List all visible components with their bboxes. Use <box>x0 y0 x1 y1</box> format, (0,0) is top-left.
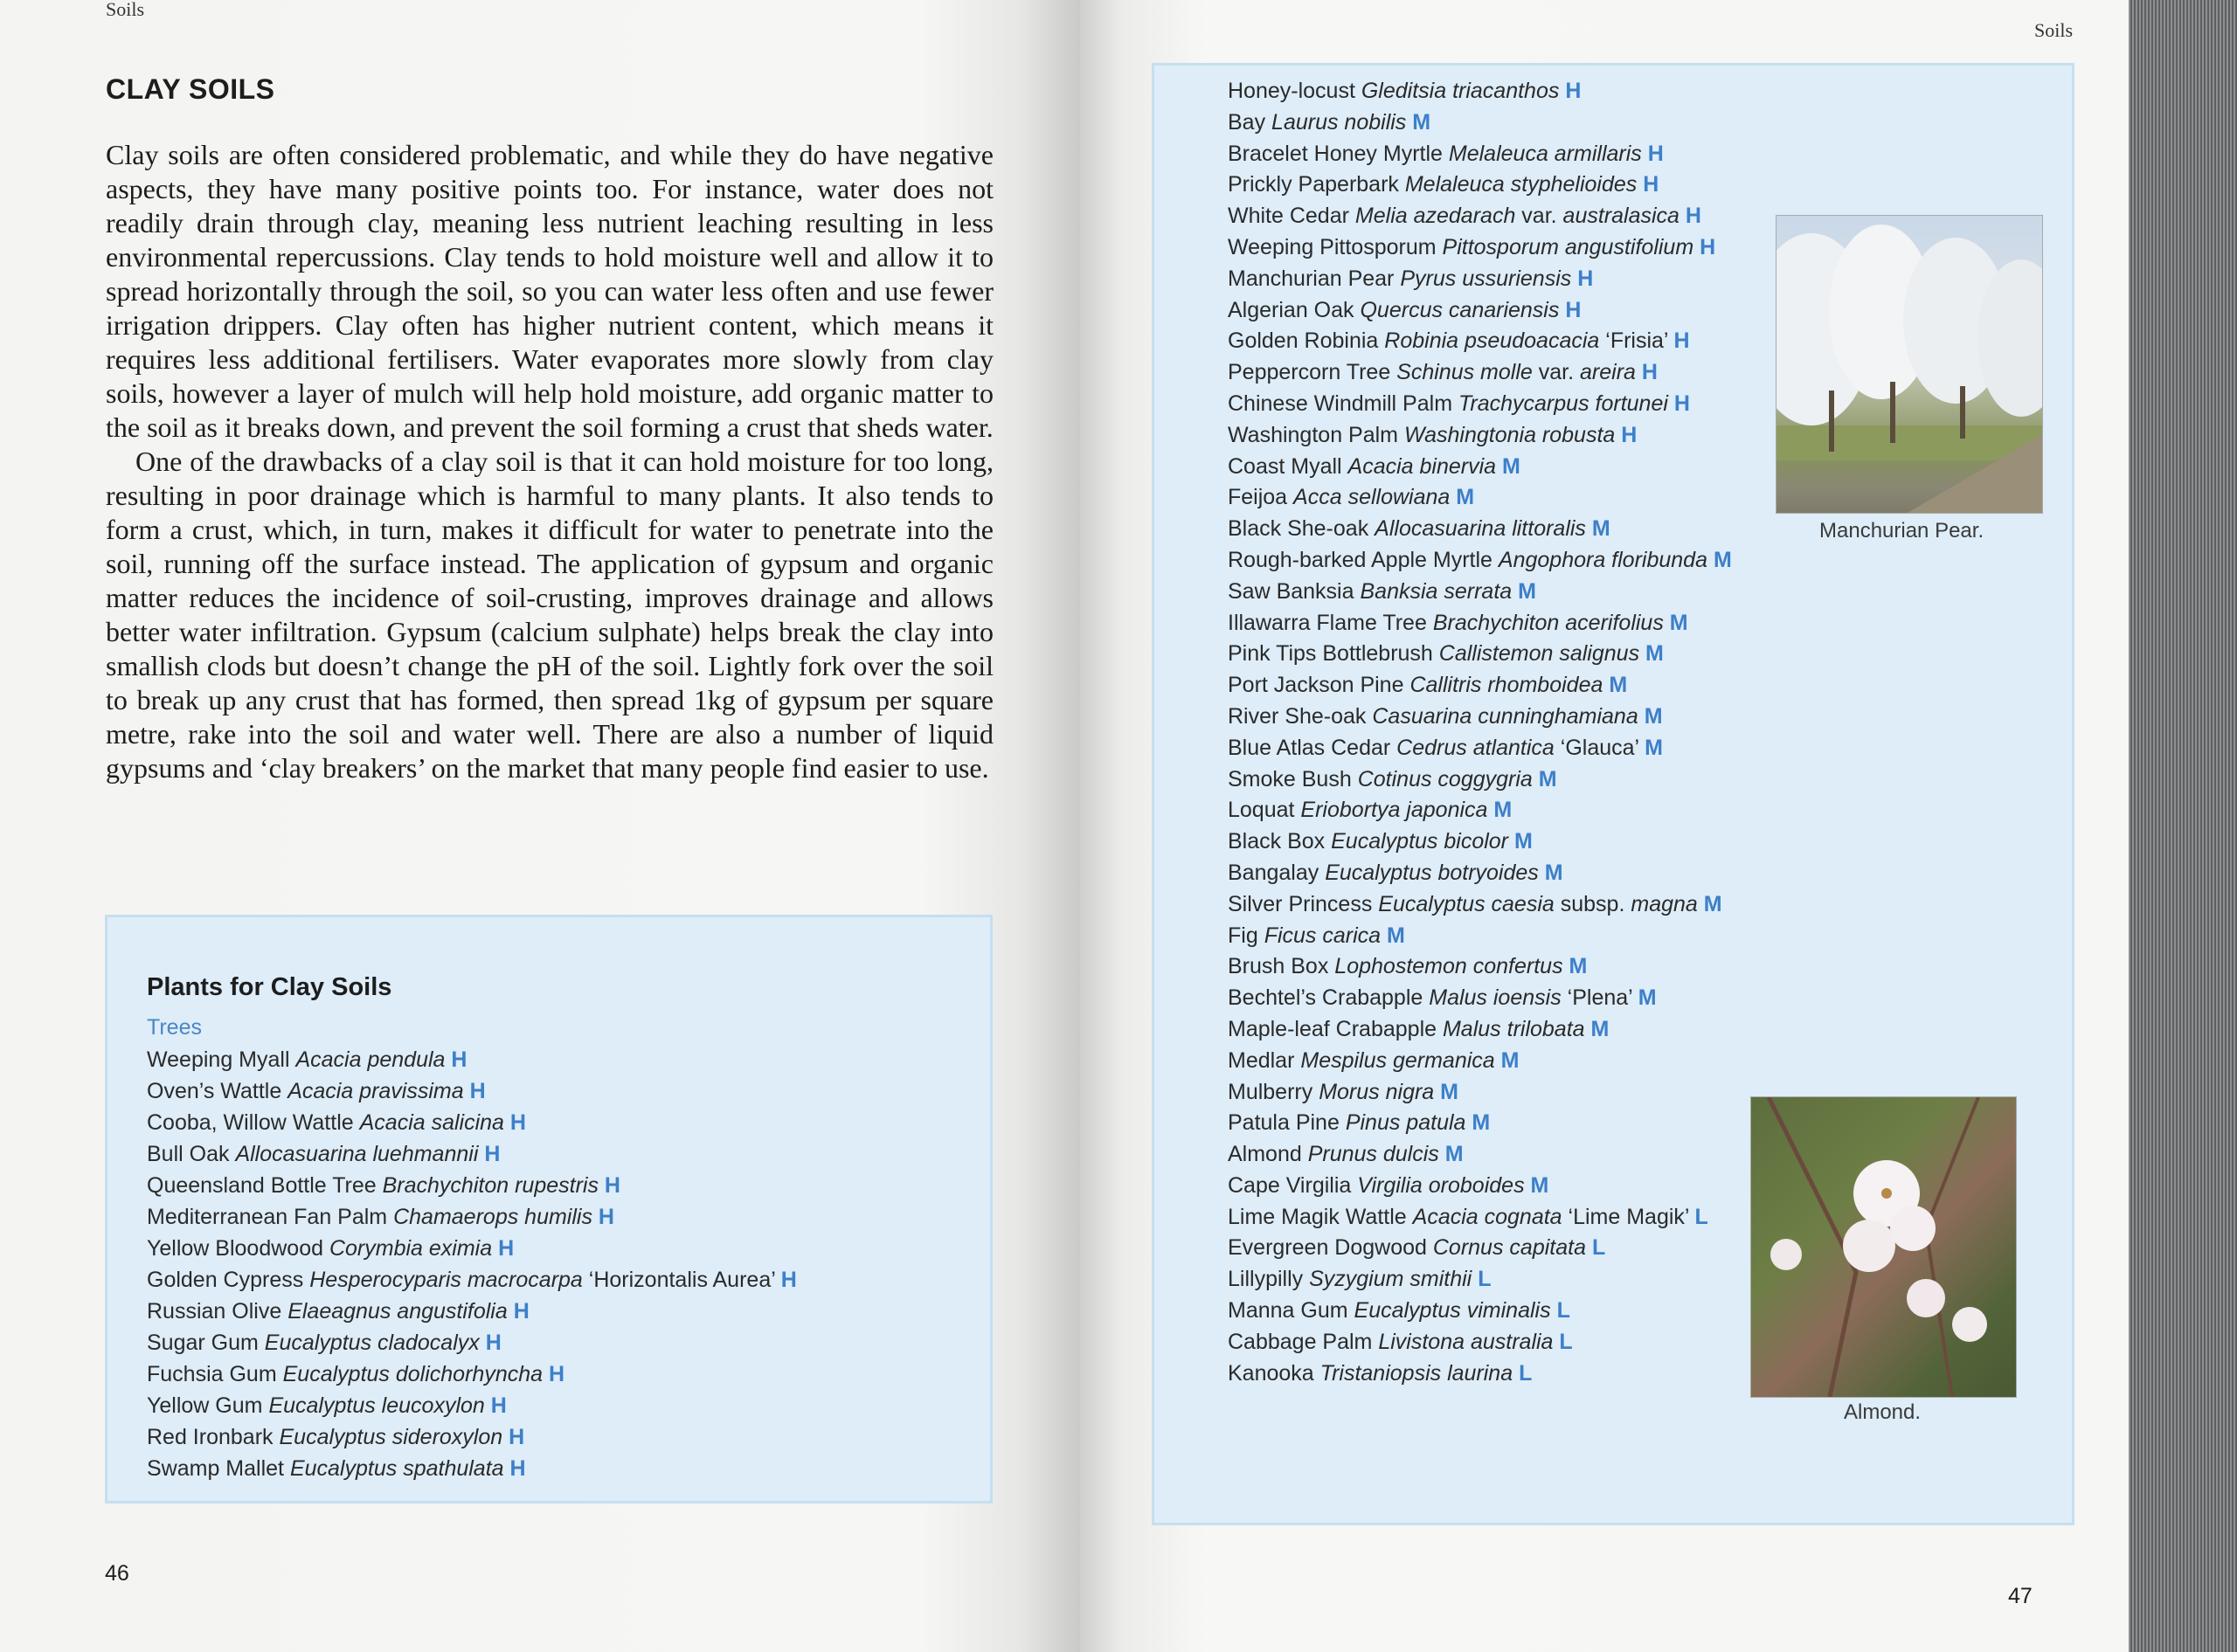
plant-common-name: Brush Box <box>1228 954 1329 979</box>
plant-cultivar-qualifier: ‘Glauca’ <box>1560 735 1639 760</box>
plant-hardiness-code: H <box>485 1331 502 1355</box>
plant-list-item <box>1228 1171 1732 1202</box>
plant-cultivar-qualifier: ‘Plena’ <box>1567 985 1632 1011</box>
plant-scientific-name: Eucalyptus leucoxylon <box>268 1393 485 1418</box>
plant-hardiness-code: M <box>1412 109 1431 135</box>
plant-hardiness-code: L <box>1559 1329 1573 1354</box>
plant-hardiness-code: M <box>1500 1047 1520 1073</box>
plant-hardiness-code: M <box>1645 735 1663 760</box>
plant-hardiness-code: H <box>469 1079 486 1103</box>
plant-list-item <box>1228 295 1732 327</box>
plant-list-item <box>147 1075 990 1107</box>
plant-list-item <box>1228 482 1732 514</box>
plant-list-item <box>1228 232 1732 264</box>
chapter-title: CLAY SOILS <box>106 73 275 105</box>
manchurian-pear-photo <box>1776 215 2043 514</box>
plant-scientific-name: Eriobortya japonica <box>1300 798 1488 823</box>
plant-common-name: Lillypilly <box>1228 1267 1304 1292</box>
plant-list-item <box>1228 795 1732 826</box>
plant-scientific-name: Acacia pendula <box>295 1047 446 1072</box>
plant-hardiness-code: M <box>1518 578 1536 604</box>
plant-scientific-name: Malus ioensis <box>1429 985 1562 1011</box>
plant-cultivar-qualifier: ‘Lime Magik’ <box>1568 1204 1689 1229</box>
plant-hardiness-code: M <box>1609 673 1628 698</box>
plant-scientific-name: Melia azedarach <box>1354 204 1516 229</box>
plant-common-name: Silver Princess <box>1228 891 1373 916</box>
running-head-right: Soils <box>2034 19 2074 41</box>
plant-hardiness-code: M <box>1644 703 1663 729</box>
plant-scientific-name: Angophora floribunda <box>1498 547 1707 572</box>
plant-common-name: Manchurian Pear <box>1228 266 1395 291</box>
plant-list-item <box>147 1044 990 1075</box>
plant-scientific-name: Casuarina cunninghamiana <box>1372 703 1638 729</box>
plant-scientific-name: Eucalyptus sideroxylon <box>279 1425 503 1449</box>
plant-scientific-name: Acacia binervia <box>1347 453 1497 479</box>
plant-hardiness-code: M <box>1590 1016 1610 1041</box>
plant-hardiness-code: H <box>1700 234 1716 259</box>
plant-common-name: Almond <box>1228 1142 1302 1167</box>
plant-scientific-name: Callitris rhomboidea <box>1409 673 1603 698</box>
plant-common-name: Manna Gum <box>1228 1298 1348 1324</box>
plant-scientific-name: Robinia pseudoacacia <box>1384 328 1600 354</box>
plant-hardiness-code: M <box>1538 766 1557 791</box>
plant-hardiness-code: M <box>1456 485 1475 510</box>
plant-hardiness-code: H <box>509 1110 526 1135</box>
plant-list-item <box>1228 139 1732 170</box>
plant-scientific-name: Ficus carica <box>1264 923 1382 948</box>
plant-hardiness-code: M <box>1502 453 1520 479</box>
plant-list-item <box>1228 1358 1732 1390</box>
plant-list-right <box>1228 76 1732 1389</box>
plant-scientific-name: Banksia serrata <box>1360 578 1513 604</box>
page-edge-stack <box>2129 0 2237 1652</box>
plant-list-item <box>1228 1296 1732 1327</box>
plant-common-name: White Cedar <box>1228 204 1349 229</box>
plant-common-name: Fig <box>1228 923 1258 948</box>
plant-common-name: Chinese Windmill Palm <box>1228 391 1453 416</box>
paragraph-1: Clay soils are often considered problematic, and while they do have negative aspects, they have many positive points too. For instance, water does not readily drain through clay, meaning less nutrient leaching resulting in less environmental repercussions. Clay tends to hold moisture well and allow it to spread horizontally through the soil, so you can water less often and use fewer irrigation drippers. Clay often has higher nutrient content, which means it requires less additional fertilisers. Water evaporates more slowly from clay soils, however a layer of mulch will help hold moisture, add organic matter to the soil as it breaks down, and prevent the soil forming a crust that sheds water. <box>106 139 994 443</box>
plant-list-item <box>1228 1108 1732 1139</box>
plant-list-item <box>1228 326 1732 357</box>
plant-list-item <box>1228 608 1732 639</box>
plant-scientific-name: Livistona australia <box>1378 1329 1554 1354</box>
plant-scientific-name: Eucalyptus cladocalyx <box>264 1331 480 1355</box>
plant-hardiness-code: M <box>1703 891 1722 916</box>
plant-scientific-name: Gleditsia triacanthos <box>1361 79 1560 103</box>
plant-common-name: Yellow Bloodwood <box>147 1236 324 1261</box>
plant-scientific-name: Eucalyptus dolichorhyncha <box>282 1362 544 1386</box>
plant-common-name: Medlar <box>1228 1047 1295 1073</box>
plant-common-name: Swamp Mallet <box>147 1456 284 1481</box>
plant-hardiness-code: H <box>1641 360 1658 385</box>
plant-scientific-name: Tristaniopsis laurina <box>1319 1360 1513 1386</box>
plant-list-item <box>1228 107 1732 139</box>
plant-common-name: Yellow Gum <box>147 1393 263 1418</box>
plant-hardiness-code: M <box>1493 798 1513 823</box>
plant-hardiness-code: M <box>1638 985 1657 1011</box>
plant-scientific-name: Acacia salicina <box>359 1110 504 1135</box>
plant-common-name: Pink Tips Bottlebrush <box>1228 641 1433 667</box>
plant-hardiness-code: H <box>1673 391 1690 416</box>
plant-common-name: Cooba, Willow Wattle <box>147 1110 354 1135</box>
plant-list-item <box>1228 201 1732 232</box>
plant-hardiness-code: M <box>1530 1172 1549 1198</box>
left-page <box>0 0 1084 1652</box>
plant-list-item <box>1228 264 1732 295</box>
running-head-left: Soils <box>106 0 145 20</box>
plant-common-name: Port Jackson Pine <box>1228 673 1404 698</box>
plant-common-name: Fuchsia Gum <box>147 1362 277 1386</box>
plant-hardiness-code: H <box>1673 328 1690 354</box>
plant-list-item <box>1228 169 1732 201</box>
plant-scientific-name: Melaleuca armillaris <box>1448 141 1642 166</box>
plant-list-item <box>1228 764 1732 796</box>
plant-hardiness-code: H <box>1565 297 1582 322</box>
plant-list-item <box>147 1201 990 1233</box>
plant-list-item <box>1228 357 1732 389</box>
plant-scientific-name: Morus nigra <box>1319 1079 1435 1104</box>
plant-hardiness-code: L <box>1478 1267 1492 1292</box>
plant-scientific-name: Melaleuca styphelioides <box>1404 172 1638 197</box>
plant-common-name: Blue Atlas Cedar <box>1228 735 1391 760</box>
plant-common-name: Lime Magik Wattle <box>1228 1204 1407 1229</box>
caption-manchurian-pear: Manchurian Pear. <box>1819 519 1984 543</box>
plant-common-name: Coast Myall <box>1228 453 1342 479</box>
plant-scientific-name: Eucalyptus caesia <box>1378 891 1555 916</box>
plant-list-item <box>147 1264 990 1296</box>
plant-common-name: Mediterranean Fan Palm <box>147 1205 388 1229</box>
plant-list-item <box>147 1233 990 1264</box>
plant-hardiness-code: M <box>1544 860 1563 885</box>
plant-hardiness-code: H <box>1685 204 1701 229</box>
plant-cultivar-qualifier: subsp. <box>1560 891 1625 916</box>
plant-cultivar-qualifier: ‘Horizontalis Aurea’ <box>588 1268 775 1292</box>
box-heading: Plants for Clay Soils <box>147 973 392 1001</box>
plant-common-name: Saw Banksia <box>1228 578 1354 604</box>
plant-scientific-name: Syzygium smithii <box>1309 1267 1472 1292</box>
plant-list-item <box>1228 1014 1732 1046</box>
plant-scientific-name: Trachycarpus fortunei <box>1458 391 1668 416</box>
plant-list-item <box>147 1358 990 1390</box>
plant-hardiness-code: M <box>1513 829 1533 854</box>
plant-list-item <box>1228 889 1732 921</box>
plant-cultivar-qualifier: var. <box>1538 360 1575 385</box>
plant-common-name: Smoke Bush <box>1228 766 1352 791</box>
plant-list-item <box>1228 389 1732 420</box>
plant-common-name: Russian Olive <box>147 1299 282 1324</box>
plant-hardiness-code: H <box>1577 266 1594 291</box>
paragraph-2: One of the drawbacks of a clay soil is that it can hold moisture for too long, resulting in poor drainage which is harmful to many plants. It also tends to form a crust, which, in turn, makes it difficult for water to penetrate into the soil, running off the surface instead. The application of gypsum and organic matter reduces the incidence of soil-crusting, improves drainage and allows better water infiltration. Gypsum (calcium sulphate) helps break the clay into smallish clods but doesn’t change the pH of the soil. Lightly fork over the soil to break up any crust that has formed, then spread 1kg of gypsum per square metre, rake into the soil and water well. There are also a number of liquid gypsums and ‘clay breakers’ on the market that many people find easier to use. <box>106 446 994 784</box>
plant-hardiness-code: H <box>490 1393 507 1418</box>
plant-scientific-name: Cedrus atlantica <box>1396 735 1555 760</box>
plant-hardiness-code: H <box>1621 422 1638 447</box>
plant-scientific-name: Allocasuarina littoralis <box>1375 516 1586 542</box>
plant-hardiness-code: H <box>604 1173 620 1198</box>
plant-hardiness-code: H <box>598 1205 614 1229</box>
plant-list-item <box>147 1296 990 1327</box>
pear-orchard-illustration <box>1776 216 2042 513</box>
plant-list-item <box>147 1107 990 1138</box>
plant-common-name: Oven’s Wattle <box>147 1079 282 1103</box>
plant-common-name: Golden Cypress <box>147 1268 304 1292</box>
plant-list-item <box>1228 921 1732 952</box>
box-subheading-trees: Trees <box>147 1015 202 1040</box>
plant-scientific-name: Cotinus coggygria <box>1357 766 1533 791</box>
plant-scientific-name: Pittosporum angustifolium <box>1442 234 1694 259</box>
plant-scientific-name: Corymbia eximia <box>329 1236 493 1261</box>
plant-scientific-name: Cornus capitata <box>1432 1235 1586 1261</box>
plant-common-name: Mulberry <box>1228 1079 1313 1104</box>
plant-list-item <box>1228 1233 1732 1264</box>
plant-scientific-name: Schinus molle <box>1396 360 1533 385</box>
plant-hardiness-code: H <box>509 1456 526 1481</box>
page-number-left: 46 <box>105 1561 129 1586</box>
plant-scientific-name-secondary: australasica <box>1562 204 1679 229</box>
plant-hardiness-code: L <box>1519 1360 1533 1386</box>
plant-scientific-name: Acca sellowiana <box>1293 485 1451 510</box>
plant-scientific-name: Acacia pravissima <box>287 1079 464 1103</box>
plant-hardiness-code: H <box>451 1047 467 1072</box>
plant-common-name: Kanooka <box>1228 1360 1314 1386</box>
plant-scientific-name: Malus trilobata <box>1442 1016 1585 1041</box>
plant-common-name: Bull Oak <box>147 1142 230 1166</box>
plant-common-name: Bay <box>1228 109 1266 135</box>
plant-hardiness-code: L <box>1591 1235 1606 1261</box>
plant-common-name: Algerian Oak <box>1228 297 1354 322</box>
plant-hardiness-code: M <box>1387 923 1405 948</box>
plant-scientific-name: Elaeagnus angustifolia <box>287 1299 508 1324</box>
plant-hardiness-code: M <box>1713 547 1732 572</box>
plant-common-name: Rough-barked Apple Myrtle <box>1228 547 1492 572</box>
plant-scientific-name: Pyrus ussuriensis <box>1400 266 1572 291</box>
plant-scientific-name: Eucalyptus botryoides <box>1325 860 1539 885</box>
plant-list-item <box>1228 983 1732 1014</box>
plant-list-item <box>147 1170 990 1201</box>
body-text <box>106 138 994 785</box>
plant-list-item <box>1228 733 1732 764</box>
plant-scientific-name: Washingtonia robusta <box>1403 422 1616 447</box>
plant-list-item <box>147 1453 990 1484</box>
caption-almond: Almond. <box>1844 1400 1922 1424</box>
plant-scientific-name: Chamaerops humilis <box>393 1205 592 1229</box>
plant-list-item <box>1228 639 1732 670</box>
plant-scientific-name: Callistemon salignus <box>1438 641 1640 667</box>
plant-cultivar-qualifier: var. <box>1521 204 1557 229</box>
plant-common-name: Washington Palm <box>1228 422 1398 447</box>
plant-list-item <box>1228 1202 1732 1234</box>
plant-common-name: Maple-leaf Crabapple <box>1228 1016 1437 1041</box>
plant-list-item <box>147 1421 990 1453</box>
plant-list-item <box>1228 1264 1732 1296</box>
plant-hardiness-code: M <box>1591 516 1610 542</box>
plant-list-item <box>147 1327 990 1358</box>
plant-hardiness-code: M <box>1472 1110 1491 1136</box>
plant-common-name: Honey-locust <box>1228 79 1355 103</box>
plant-hardiness-code: H <box>509 1425 525 1449</box>
almond-blossom-illustration <box>1751 1097 2016 1397</box>
plant-list-left <box>147 1044 990 1484</box>
plant-cultivar-qualifier: ‘Frisia’ <box>1605 328 1668 354</box>
plant-scientific-name: Laurus nobilis <box>1271 109 1407 135</box>
plant-list-item <box>1228 577 1732 608</box>
plant-list-item <box>1228 1327 1732 1358</box>
plant-hardiness-code: H <box>1643 172 1659 197</box>
plant-common-name: Sugar Gum <box>147 1331 259 1355</box>
plant-scientific-name: Virgilia oroboides <box>1357 1172 1525 1198</box>
plant-scientific-name: Eucalyptus spathulata <box>289 1456 504 1481</box>
plant-scientific-name: Hesperocyparis macrocarpa <box>309 1268 583 1292</box>
plant-scientific-name: Eucalyptus bicolor <box>1331 829 1509 854</box>
plant-list-item <box>1228 420 1732 452</box>
plant-list-item <box>1228 1139 1732 1171</box>
plant-hardiness-code: H <box>1647 141 1664 166</box>
plant-scientific-name: Lophostemon confertus <box>1334 954 1563 979</box>
plant-list-item <box>1228 826 1732 858</box>
plant-list-item <box>1228 1077 1732 1109</box>
plant-list-item <box>1228 76 1732 107</box>
plant-hardiness-code: H <box>548 1362 565 1386</box>
plant-scientific-name: Prunus dulcis <box>1307 1142 1439 1167</box>
plant-common-name: Queensland Bottle Tree <box>147 1173 377 1198</box>
plant-scientific-name: Brachychiton rupestris <box>382 1173 599 1198</box>
plant-list-item <box>1228 858 1732 889</box>
plant-hardiness-code: H <box>780 1268 797 1292</box>
plant-hardiness-code: L <box>1556 1298 1570 1324</box>
almond-photo <box>1750 1096 2017 1398</box>
plant-common-name: River She-oak <box>1228 703 1367 729</box>
plant-hardiness-code: H <box>484 1142 501 1166</box>
plant-common-name: Peppercorn Tree <box>1228 360 1391 385</box>
page-number-right: 47 <box>2008 1584 2033 1608</box>
plant-common-name: Patula Pine <box>1228 1110 1340 1136</box>
plant-hardiness-code: M <box>1645 641 1664 667</box>
plant-common-name: Illawarra Flame Tree <box>1228 610 1427 635</box>
plant-list-item <box>1228 514 1732 545</box>
plant-common-name: Evergreen Dogwood <box>1228 1235 1427 1261</box>
plant-scientific-name-secondary: magna <box>1631 891 1698 916</box>
plant-common-name: Black Box <box>1228 829 1326 854</box>
plant-scientific-name: Mespilus germanica <box>1300 1047 1495 1073</box>
plant-hardiness-code: H <box>498 1236 515 1261</box>
plant-common-name: Golden Robinia <box>1228 328 1379 354</box>
plants-box-left <box>105 915 993 1503</box>
plant-common-name: Cabbage Palm <box>1228 1329 1373 1354</box>
plant-scientific-name: Eucalyptus viminalis <box>1354 1298 1551 1324</box>
plant-scientific-name: Acacia cognata <box>1412 1204 1562 1229</box>
plant-common-name: Loquat <box>1228 798 1295 823</box>
plant-list-item <box>147 1390 990 1421</box>
plant-common-name: Prickly Paperbark <box>1228 172 1399 197</box>
plant-list-item <box>1228 702 1732 733</box>
plant-hardiness-code: H <box>1565 79 1582 103</box>
plant-hardiness-code: H <box>513 1299 530 1324</box>
plant-hardiness-code: M <box>1444 1142 1464 1167</box>
plant-list-item <box>1228 1046 1732 1077</box>
plant-common-name: Bechtel’s Crabapple <box>1228 985 1423 1011</box>
plant-common-name: Black She-oak <box>1228 516 1369 542</box>
plant-scientific-name: Quercus canariensis <box>1360 297 1560 322</box>
plant-common-name: Bangalay <box>1228 860 1319 885</box>
plant-scientific-name: Allocasuarina luehmannii <box>235 1142 479 1166</box>
plant-list-item <box>1228 545 1732 577</box>
plant-common-name: Feijoa <box>1228 485 1288 510</box>
plant-list-item <box>147 1138 990 1170</box>
plant-common-name: Red Ironbark <box>147 1425 274 1449</box>
plant-scientific-name: Brachychiton acerifolius <box>1432 610 1664 635</box>
plant-hardiness-code: M <box>1569 954 1588 979</box>
plant-common-name: Bracelet Honey Myrtle <box>1228 141 1443 166</box>
plant-common-name: Cape Virgilia <box>1228 1172 1352 1198</box>
plant-common-name: Weeping Pittosporum <box>1228 234 1437 259</box>
plant-scientific-name: Pinus patula <box>1345 1110 1466 1136</box>
plant-hardiness-code: M <box>1669 610 1688 635</box>
plant-scientific-name-secondary: areira <box>1580 360 1636 385</box>
plant-list-item <box>1228 670 1732 702</box>
plant-list-item <box>1228 452 1732 483</box>
plant-hardiness-code: M <box>1440 1079 1458 1104</box>
plant-common-name: Weeping Myall <box>147 1047 290 1072</box>
plant-list-item <box>1228 951 1732 983</box>
plant-hardiness-code: L <box>1694 1204 1708 1229</box>
